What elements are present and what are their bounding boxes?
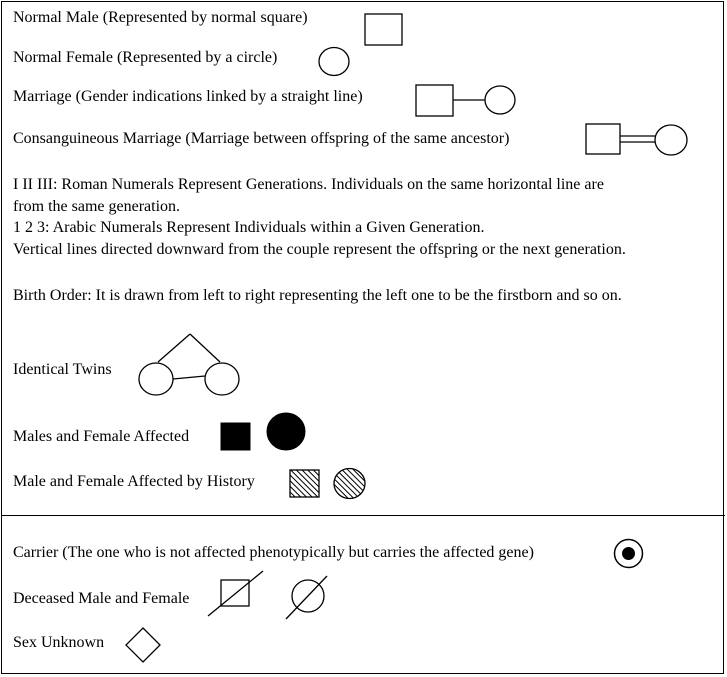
carrier-circle-icon <box>613 538 645 570</box>
hatched-circle-icon <box>333 467 367 501</box>
affected-square-icon <box>220 422 252 452</box>
marriage-label: Marriage (Gender indications linked by a straight line) <box>13 88 363 105</box>
normal-female-label: Normal Female (Represented by a circle) <box>13 49 278 66</box>
birth-order-text: Birth Order: It is drawn from left to right representing the left one to be the firstborn and so on. <box>13 287 622 304</box>
affected-history-label: Male and Female Affected by History <box>13 473 255 490</box>
offspring-text: Vertical lines directed downward from the couple represent the offspring or the next generation. <box>13 240 626 258</box>
square-icon <box>364 13 404 47</box>
explanation-paragraph <box>13 174 713 260</box>
identical-twins-label: Identical Twins <box>13 361 112 378</box>
consanguineous-marriage-icon <box>585 123 691 159</box>
diamond-icon <box>125 626 163 664</box>
affected-label: Males and Female Affected <box>13 428 190 445</box>
sex-unknown-label: Sex Unknown <box>13 634 105 651</box>
carrier-label: Carrier (The one who is not affected phenotypically but carries the affected gene) <box>13 544 534 561</box>
section-divider <box>1 515 725 516</box>
generations-text-line1: I II III: Roman Numerals Represent Generations. Individuals on the same horizontal line are <box>13 176 604 193</box>
affected-circle-icon <box>266 412 308 452</box>
identical-twins-icon <box>136 332 244 398</box>
individuals-text: 1 2 3: Arabic Numerals Represent Individuals within a Given Generation. <box>13 219 485 236</box>
deceased-male-icon <box>206 569 266 619</box>
marriage-icon <box>414 83 520 119</box>
circle-icon <box>318 46 352 78</box>
deceased-female-icon <box>283 574 331 622</box>
hatched-square-icon <box>289 469 321 499</box>
generations-text-line2: from the same generation. <box>13 197 181 215</box>
consanguineous-label: Consanguineous Marriage (Marriage between offspring of the same ancestor) <box>13 130 510 147</box>
deceased-label: Deceased Male and Female <box>13 590 190 607</box>
normal-male-label: Normal Male (Represented by normal square) <box>13 9 308 26</box>
